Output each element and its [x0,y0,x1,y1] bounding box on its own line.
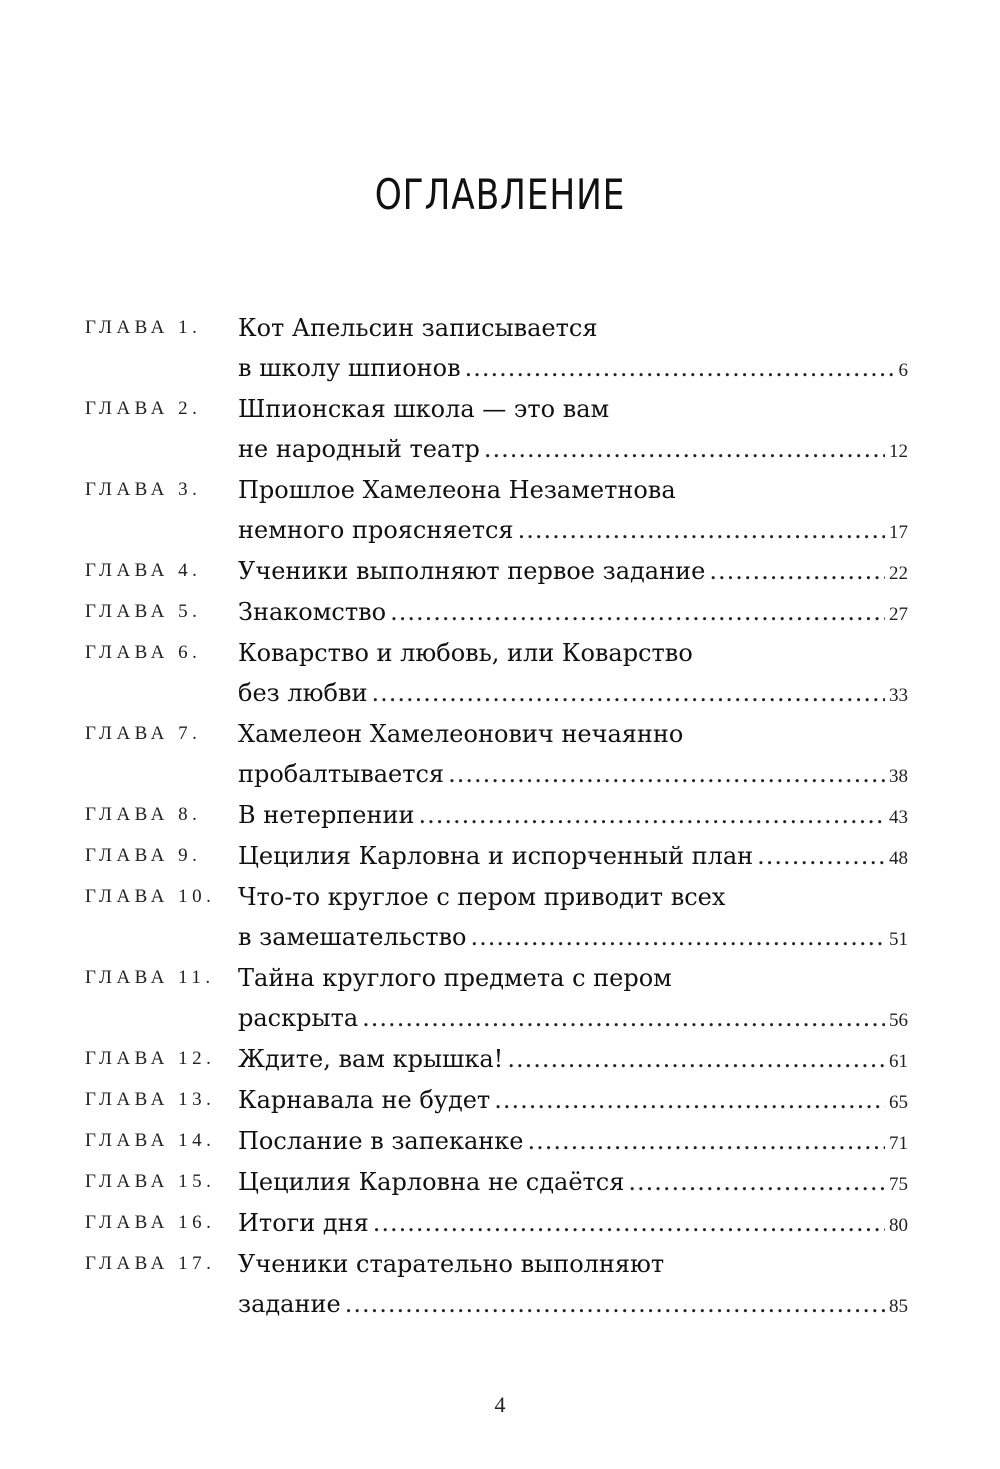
chapter-title-text: Шпионская школа — это вам [238,395,610,423]
chapter-title-line [238,592,908,635]
chapter-page-number: 33 [889,685,908,706]
chapter-title-line [238,754,908,797]
chapter-page-number: 22 [889,563,908,584]
dot-leader [373,1203,885,1243]
chapter-label: ГЛАВА 2. [85,398,202,419]
chapter-title-text: Ученики выполняют первое задание [238,557,706,585]
chapter-title-line [238,673,908,716]
page-number: 4 [494,1392,506,1417]
chapter-title-line [238,836,908,879]
dot-leader [465,348,895,388]
chapter-title-text: Послание в запеканке [238,1127,524,1155]
dot-leader [371,673,885,713]
dot-leader [362,998,885,1038]
chapter-page-number: 61 [889,1051,908,1072]
dot-leader [757,836,885,876]
chapter-label: ГЛАВА 4. [85,560,202,581]
chapter-page-number: 27 [889,604,908,625]
dot-leader [494,1080,885,1120]
dot-leader [471,917,885,957]
chapter-page-number: 71 [889,1133,908,1154]
chapter-title-line [238,917,908,960]
chapter-title-text: Ждите, вам крышка! [238,1045,504,1073]
chapter-page-number: 80 [889,1215,908,1236]
chapter-title-text: Карнавала не будет [238,1086,491,1114]
chapter-title-text: немного проясняется [238,516,514,544]
dot-leader [507,1039,885,1079]
chapter-title-line [238,998,908,1041]
chapter-title-text: задание [238,1290,341,1318]
chapter-page-number: 85 [889,1296,908,1317]
dot-leader [518,510,885,550]
dot-leader [527,1121,885,1161]
chapter-title-text: Цецилия Карловна не сдаётся [238,1168,625,1196]
dot-leader [484,429,885,469]
chapter-label: ГЛАВА 6. [85,642,202,663]
chapter-label: ГЛАВА 8. [85,804,202,825]
chapter-title-line [238,1162,908,1205]
chapter-page-number: 51 [889,929,908,950]
chapter-title-text: В нетерпении [238,801,415,829]
chapter-page-number: 6 [898,360,908,381]
chapter-page-number: 56 [889,1010,908,1031]
chapter-title-text: Тайна круглого предмета с пером [238,964,672,992]
chapter-title-line [238,1284,908,1327]
chapter-title-text: Коварство и любовь, или Коварство [238,639,693,667]
chapter-title-line [238,429,908,472]
chapter-title-line [238,1121,908,1164]
chapter-title-text: раскрыта [238,1004,359,1032]
chapter-title-line [238,510,908,553]
chapter-page-number: 75 [889,1174,908,1195]
chapter-label: ГЛАВА 14. [85,1130,216,1151]
chapter-page-number: 12 [889,441,908,462]
chapter-title-text: Кот Апельсин записывается [238,314,598,342]
chapter-title-text: в школу шпионов [238,354,461,382]
chapter-page-number: 65 [889,1092,908,1113]
chapter-label: ГЛАВА 7. [85,723,202,744]
chapter-title-text: Знакомство [238,598,387,626]
chapter-title-text: без любви [238,679,368,707]
chapter-label: ГЛАВА 11. [85,967,215,988]
page-title: ОГЛАВЛЕНИЕ [374,170,626,219]
chapter-title-text: в замешательство [238,923,467,951]
dot-leader [448,754,885,794]
dot-leader [345,1284,885,1324]
chapter-page-number: 48 [889,848,908,869]
chapter-title-line [238,551,908,594]
chapter-label: ГЛАВА 15. [85,1171,216,1192]
chapter-title-line [238,1203,908,1246]
chapter-label: ГЛАВА 1. [85,317,202,338]
chapter-title-line [238,348,908,391]
chapter-page-number: 43 [889,807,908,828]
dot-leader [628,1162,885,1202]
chapter-title-text: Что-то круглое с пером приводит всех [238,883,726,911]
chapter-title-text: Хамелеон Хамелеонович нечаянно [238,720,684,748]
chapter-title-line [238,795,908,838]
chapter-title-text: пробалтывается [238,760,445,788]
chapter-title-text: не народный театр [238,435,480,463]
chapter-title-text: Цецилия Карловна и испорченный план [238,842,754,870]
chapter-title-line [238,1080,908,1123]
chapter-label: ГЛАВА 5. [85,601,202,622]
chapter-title-text: Прошлое Хамелеона Незаметнова [238,476,676,504]
chapter-page-number: 17 [889,522,908,543]
chapter-label: ГЛАВА 3. [85,479,202,500]
chapter-label: ГЛАВА 9. [85,845,202,866]
chapter-page-number: 38 [889,766,908,787]
chapter-title-text: Итоги дня [238,1209,369,1237]
dot-leader [709,551,885,591]
dot-leader [419,795,886,835]
chapter-title-text: Ученики старательно выполняют [238,1250,665,1278]
chapter-title-line [238,1039,908,1082]
chapter-label: ГЛАВА 10. [85,886,216,907]
chapter-label: ГЛАВА 17. [85,1253,216,1274]
dot-leader [390,592,885,632]
chapter-label: ГЛАВА 12. [85,1048,216,1069]
chapter-label: ГЛАВА 16. [85,1212,216,1233]
chapter-label: ГЛАВА 13. [85,1089,216,1110]
